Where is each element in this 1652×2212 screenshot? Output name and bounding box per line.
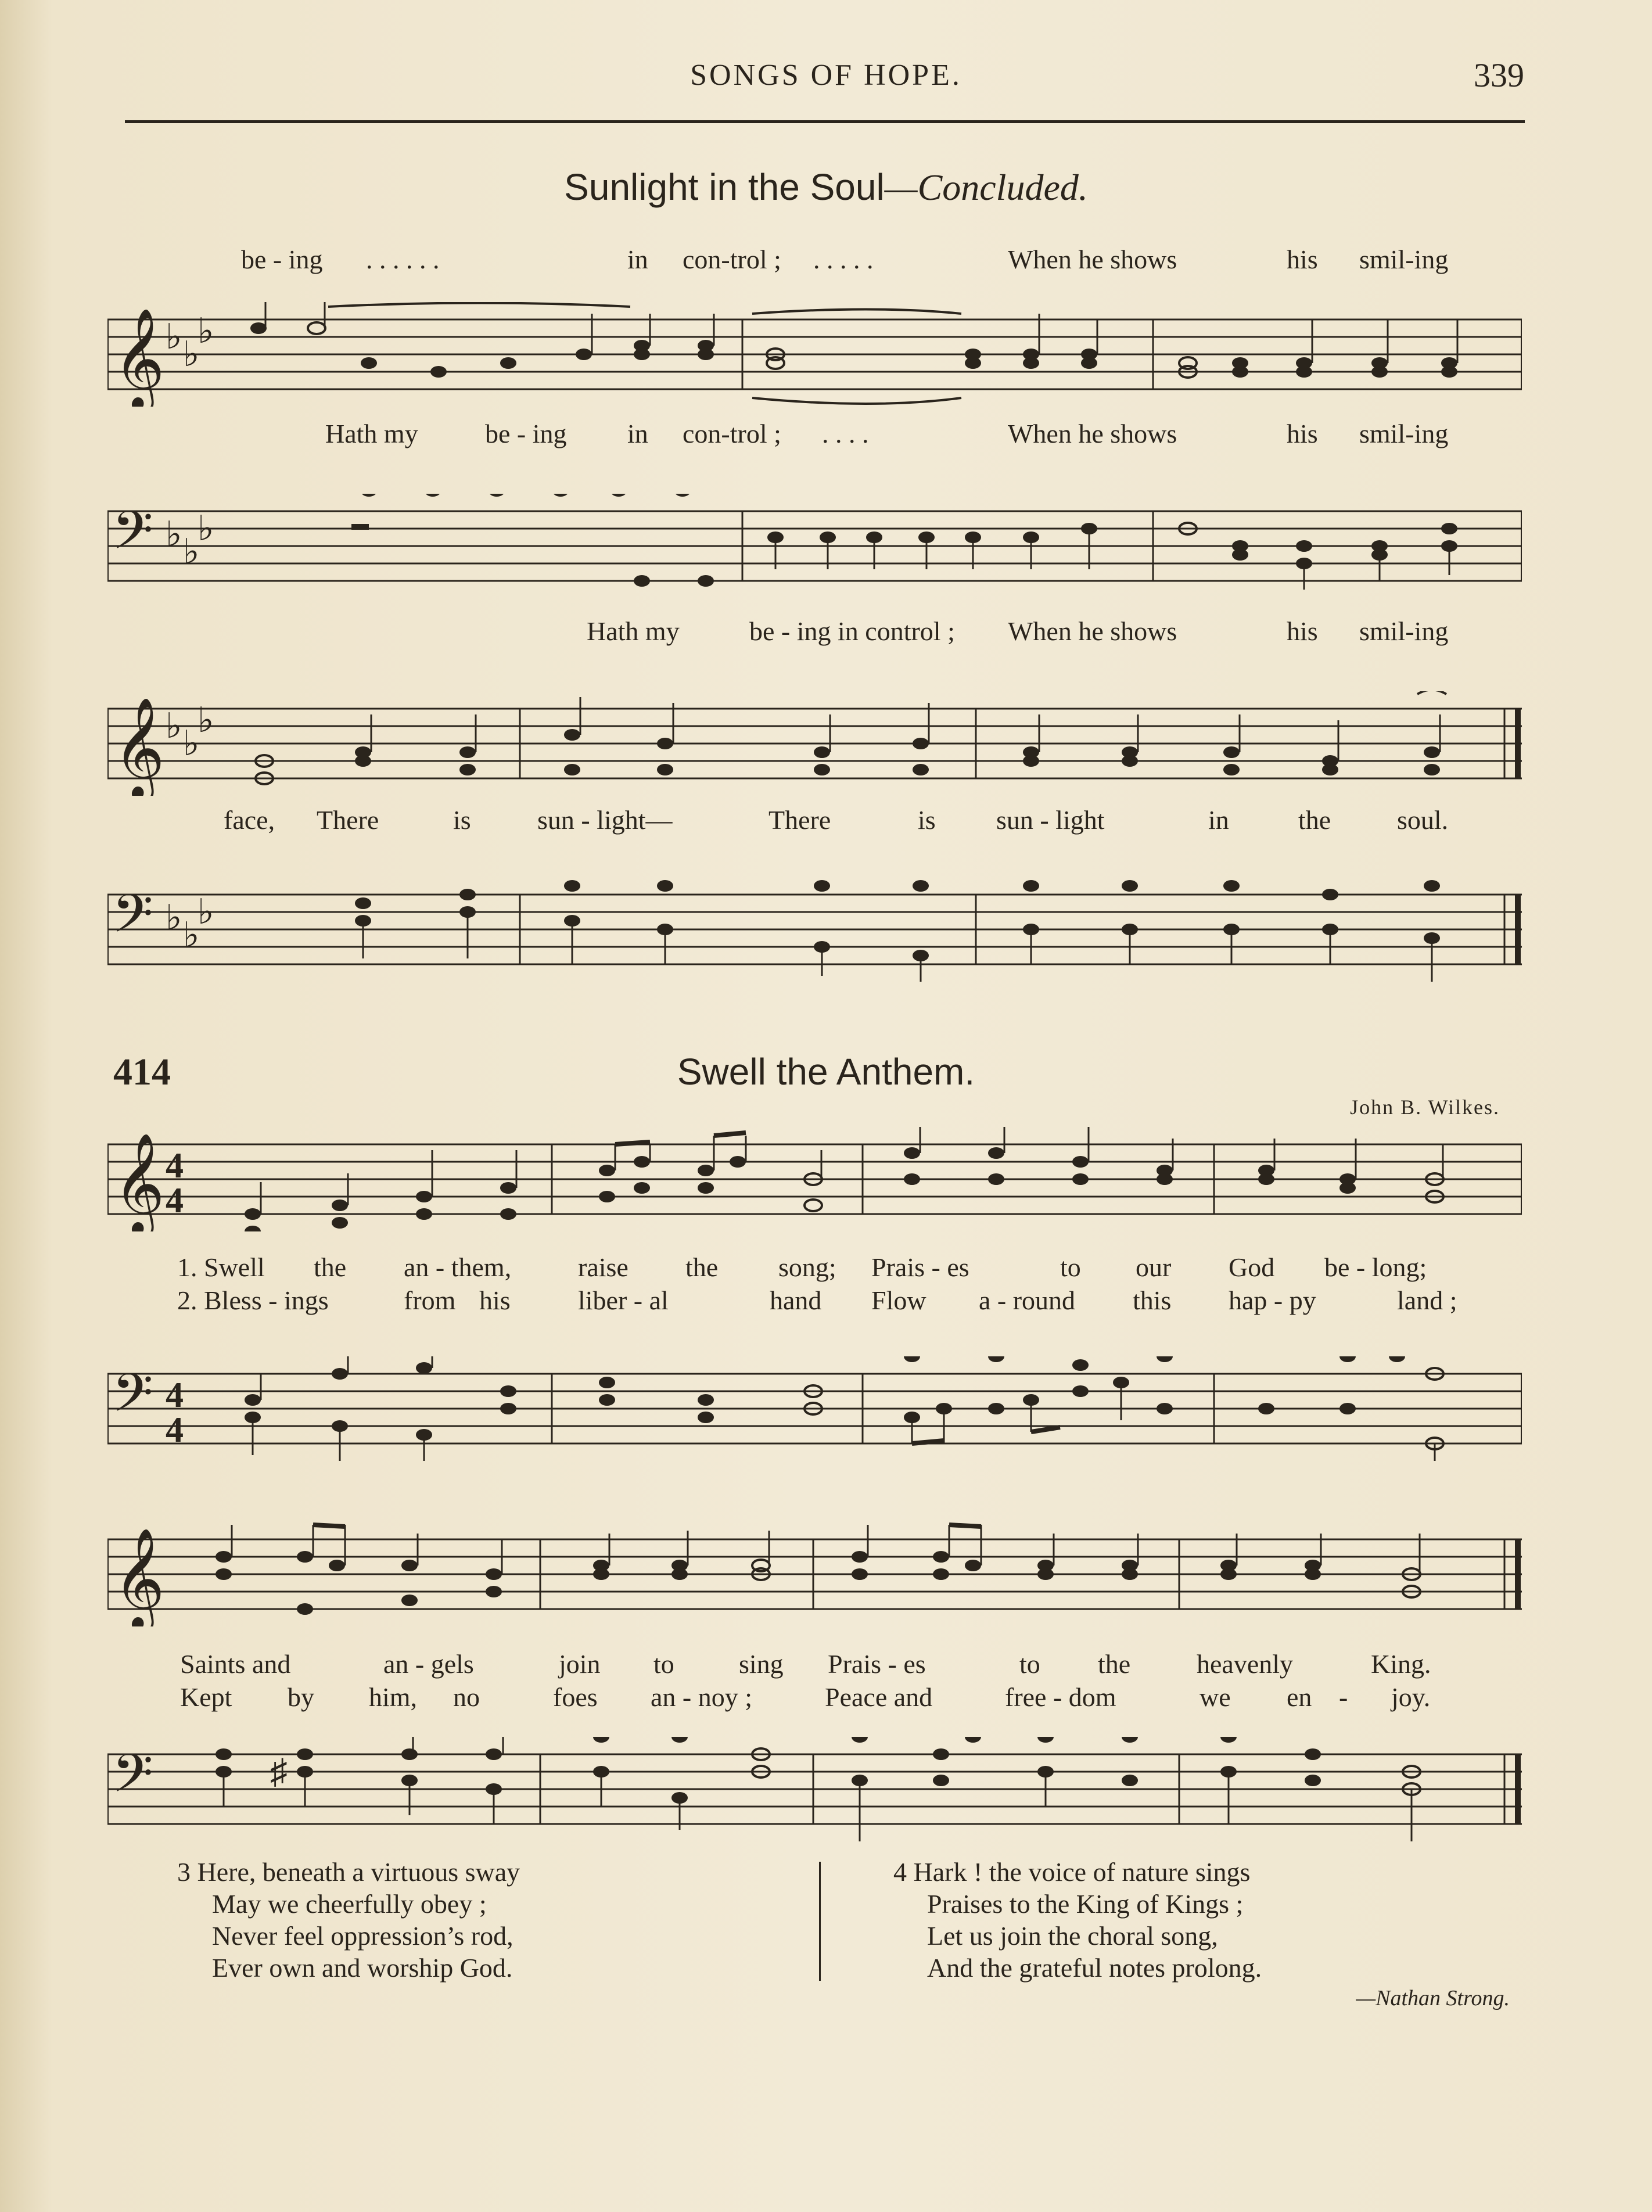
lyric-syllable: raise <box>578 1252 629 1282</box>
lyric-syllable: . . . . . <box>813 245 874 274</box>
svg-text:♭: ♭ <box>197 509 214 548</box>
lyric-syllable: 1. Swell <box>177 1252 265 1282</box>
author-attribution: —Nathan Strong. <box>1356 1986 1510 2010</box>
verse-line: Praises to the King of Kings ; <box>927 1889 1244 1919</box>
lyric-syllable: There <box>317 805 379 835</box>
composer-first: John <box>1350 1096 1395 1119</box>
lyric-syllable: no <box>453 1682 480 1712</box>
verse-line: May we cheerfully obey ; <box>212 1889 487 1919</box>
svg-text:♭: ♭ <box>166 707 182 745</box>
svg-text:♭: ♭ <box>183 533 200 571</box>
svg-text:4: 4 <box>166 1181 184 1220</box>
lyric-syllable: 2. Bless - ings <box>177 1285 329 1315</box>
lyric-syllable: face, <box>224 805 275 835</box>
lyric-syllable: con-trol ; <box>683 245 781 274</box>
lyric-syllable: Prais - es <box>871 1252 969 1282</box>
lyric-syllable: the <box>1098 1649 1131 1679</box>
lyric-syllable: his <box>479 1285 511 1315</box>
lyric-syllable: his <box>1287 419 1318 448</box>
verse-line: Never feel oppression’s rod, <box>212 1921 513 1951</box>
lyric-syllable: the <box>1298 805 1331 835</box>
svg-text:♭: ♭ <box>197 893 214 931</box>
lyric-syllable: en <box>1287 1682 1312 1712</box>
lyric-syllable: heavenly <box>1197 1649 1294 1679</box>
svg-text:♭: ♭ <box>166 318 182 356</box>
svg-text:4: 4 <box>166 1410 184 1450</box>
lyric-syllable: be - ing in control ; <box>749 616 955 646</box>
lyric-syllable: in <box>627 245 648 274</box>
lyric-syllable: land ; <box>1397 1285 1457 1315</box>
lyric-syllable: When he shows <box>1008 419 1177 448</box>
lyric-syllable: his <box>1287 245 1318 274</box>
hymn2-bass-staff-1 <box>107 1356 1522 1461</box>
hymn2-treble-staff-2 <box>107 1522 1522 1626</box>
lyric-syllable: . . . . <box>822 419 869 448</box>
lyric-syllable: hand <box>770 1285 822 1315</box>
hymn-number: 414 <box>113 1051 171 1093</box>
lyric-syllable: be - ing <box>485 419 567 448</box>
lyric-syllable: an - them, <box>404 1252 512 1282</box>
lyric-syllable: the <box>314 1252 347 1282</box>
running-title: SONGS OF HOPE. <box>690 59 962 92</box>
lyric-syllable: foes <box>553 1682 598 1712</box>
lyric-syllable: When he shows <box>1008 245 1177 274</box>
lyric-syllable: sun - light <box>996 805 1105 835</box>
svg-text:𝄢: 𝄢 <box>112 502 153 573</box>
svg-text:𝄞: 𝄞 <box>113 1136 165 1231</box>
svg-text:♭: ♭ <box>197 701 214 739</box>
composer-last: B. Wilkes. <box>1400 1096 1500 1119</box>
hymn1-title-suffix: —Concluded. <box>884 167 1088 208</box>
hymn1-title-text: Sunlight in the Soul <box>564 166 885 208</box>
svg-text:♭: ♭ <box>183 916 200 954</box>
svg-text:𝄞: 𝄞 <box>113 1531 165 1626</box>
verse-line: 3 Here, beneath a virtuous sway <box>177 1857 520 1887</box>
lyric-syllable: to <box>653 1649 674 1679</box>
lyric-syllable: joy. <box>1391 1682 1431 1712</box>
lyric-syllable: Hath my <box>587 616 680 646</box>
header-rule <box>125 120 1525 123</box>
lyric-syllable: him, <box>369 1682 418 1712</box>
lyric-syllable: There <box>768 805 831 835</box>
verse-4 <box>893 1856 1262 1984</box>
svg-text:♭: ♭ <box>166 899 182 937</box>
lyric-syllable: When he shows <box>1008 616 1177 646</box>
lyric-syllable: - <box>1339 1682 1348 1712</box>
lyric-syllable: an - noy ; <box>651 1682 753 1712</box>
lyric-syllable: the <box>685 1252 719 1282</box>
lyric-syllable: this <box>1133 1285 1172 1315</box>
lyric-syllable: Flow <box>871 1285 926 1315</box>
svg-text:𝄢: 𝄢 <box>112 885 153 956</box>
svg-text:♭: ♭ <box>166 515 182 554</box>
lyric-syllable: hap - py <box>1229 1285 1316 1315</box>
svg-text:♭: ♭ <box>197 312 214 350</box>
lyric-syllable: by <box>288 1682 314 1712</box>
lyric-syllable: is <box>918 805 936 835</box>
lyric-syllable: from <box>404 1285 456 1315</box>
hymn1-treble-staff-2 <box>107 691 1522 796</box>
svg-text:𝄢: 𝄢 <box>112 1745 153 1816</box>
page-number: 339 <box>1474 56 1524 94</box>
lyric-syllable: join <box>559 1649 601 1679</box>
verse-line: Ever own and worship God. <box>212 1953 513 1983</box>
svg-text:𝄞: 𝄞 <box>113 700 165 796</box>
lyric-syllable: free - dom <box>1005 1682 1116 1712</box>
hymn2-treble-staff-1 <box>107 1127 1522 1231</box>
lyric-syllable: to <box>1060 1252 1081 1282</box>
lyric-syllable: Prais - es <box>828 1649 926 1679</box>
composer-credit <box>1350 1095 1500 1119</box>
lyric-syllable: smil-ing <box>1359 419 1449 448</box>
lyric-syllable: we <box>1200 1682 1231 1712</box>
lyric-syllable: God <box>1229 1252 1275 1282</box>
hymn1-title <box>0 166 1652 209</box>
lyric-syllable: an - gels <box>383 1649 474 1679</box>
lyric-syllable: to <box>1019 1649 1040 1679</box>
hymn2-bass-staff-2 <box>107 1737 1522 1841</box>
svg-text:𝄢: 𝄢 <box>112 1364 153 1435</box>
lyric-syllable: a - round <box>979 1285 1076 1315</box>
svg-text:𝄞: 𝄞 <box>113 311 165 407</box>
svg-text:♯: ♯ <box>270 1753 288 1791</box>
lyric-syllable: is <box>453 805 471 835</box>
hymn1-bass-staff-2 <box>107 877 1522 982</box>
lyric-syllable: smil-ing <box>1359 245 1449 274</box>
lyric-syllable: his <box>1287 616 1318 646</box>
lyric-syllable: Saints and <box>180 1649 291 1679</box>
svg-text:♭: ♭ <box>183 335 200 374</box>
lyric-syllable: con-trol ; <box>683 419 781 448</box>
lyric-syllable: in <box>627 419 648 448</box>
verse-line: And the grateful notes prolong. <box>927 1953 1262 1983</box>
verse-divider <box>819 1862 821 1981</box>
lyric-syllable: Kept <box>180 1682 232 1712</box>
lyric-syllable: be - ing <box>241 245 323 274</box>
lyric-syllable: our <box>1136 1252 1172 1282</box>
svg-text:4: 4 <box>166 1376 184 1415</box>
lyric-syllable: soul. <box>1397 805 1449 835</box>
lyric-syllable: . . . . . . <box>366 245 440 274</box>
lyric-syllable: liber - al <box>578 1285 669 1315</box>
svg-text:♭: ♭ <box>183 724 200 763</box>
verse-line: 4 Hark ! the voice of nature sings <box>893 1857 1251 1887</box>
lyric-syllable: in <box>1208 805 1229 835</box>
lyric-syllable: song; <box>778 1252 836 1282</box>
verse-3 <box>177 1856 520 1984</box>
hymn1-bass-staff-1 <box>107 494 1522 598</box>
lyric-syllable: sun - light— <box>537 805 673 835</box>
hymn1-treble-staff-1 <box>107 302 1522 407</box>
hymn2-title: Swell the Anthem. <box>677 1051 975 1093</box>
verse-line: Let us join the choral song, <box>927 1921 1218 1951</box>
lyric-syllable: Hath my <box>325 419 418 448</box>
lyric-syllable: King. <box>1371 1649 1431 1679</box>
lyric-syllable: smil-ing <box>1359 616 1449 646</box>
lyric-syllable: be - long; <box>1324 1252 1427 1282</box>
lyric-syllable: Peace and <box>825 1682 933 1712</box>
svg-text:4: 4 <box>166 1146 184 1186</box>
lyric-syllable: sing <box>739 1649 784 1679</box>
